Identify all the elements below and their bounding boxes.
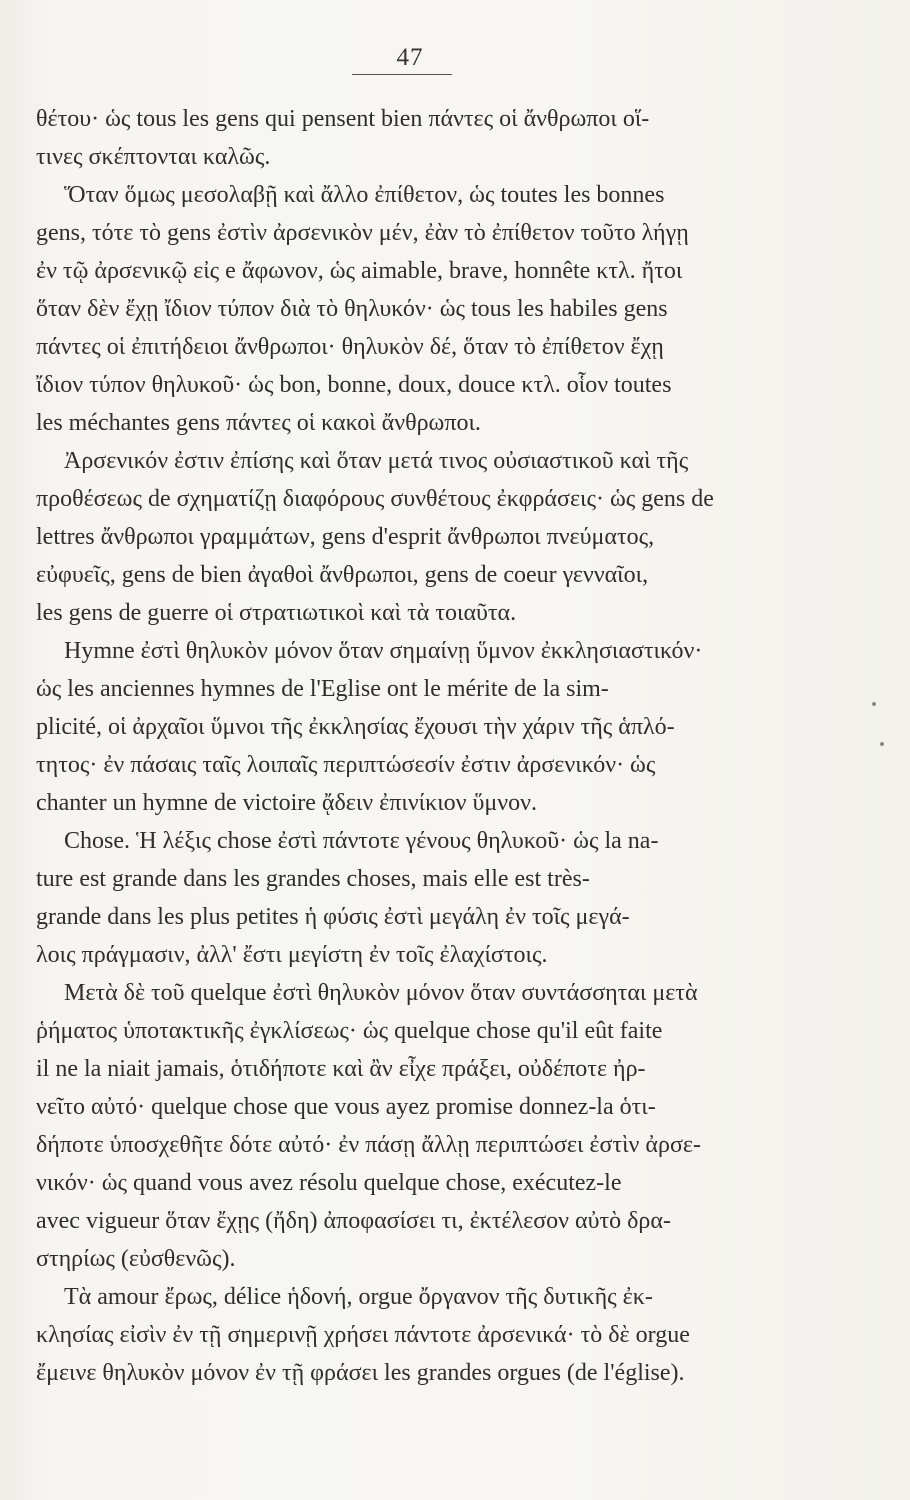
- text-line: gens, τότε τὸ gens ἐστὶν ἀρσενικὸν μέν, ἐὰν τὸ ἐπίθετον τοῦτο λήγῃ: [36, 220, 689, 246]
- text-line: chanter un hymne de victoire ᾄδειν ἐπινίκιον ὕμνον.: [36, 790, 537, 816]
- text-line: Ἀρσενικόν ἐστιν ἐπίσης καὶ ὅταν μετά τινος οὐσιαστικοῦ καὶ τῆς: [64, 448, 689, 474]
- text-line: κλησίας εἰσὶν ἐν τῇ σημερινῇ χρήσει πάντοτε ἀρσενικά· τὸ δὲ orgue: [36, 1322, 690, 1348]
- margin-speck: [872, 702, 876, 706]
- text-line: ture est grande dans les grandes choses, mais elle est très-: [36, 866, 590, 892]
- text-line: λοις πράγμασιν, ἀλλ' ἔστι μεγίστη ἐν τοῖς ἐλαχίστοις.: [36, 942, 548, 968]
- text-line: les méchantes gens πάντες οἱ κακοὶ ἄνθρωποι.: [36, 410, 481, 436]
- text-line: ἴδιον τύπον θηλυκοῦ· ὡς bon, bonne, doux, douce κτλ. οἷον toutes: [36, 372, 672, 398]
- text-line: lettres ἄνθρωποι γραμμάτων, gens d'esprit ἄνθρωποι πνεύματος,: [36, 524, 655, 550]
- text-line: δήποτε ὑποσχεθῆτε δότε αὐτό· ἐν πάσῃ ἄλλῃ περιπτώσει ἐστὶν ἀρσε-: [36, 1132, 701, 1158]
- text-line: ἐν τῷ ἀρσενικῷ εἰς e ἄφωνον, ὡς aimable, brave, honnête κτλ. ἤτοι: [36, 258, 683, 284]
- text-line: il ne la niait jamais, ὁτιδήποτε καὶ ἂν εἶχε πράξει, οὐδέποτε ἠρ-: [36, 1056, 646, 1082]
- text-line: Τὰ amour ἔρως, délice ἡδονή, orgue ὄργανον τῆς δυτικῆς ἐκ-: [64, 1284, 653, 1310]
- text-line: ἔμεινε θηλυκὸν μόνον ἐν τῇ φράσει les grandes orgues (de l'église).: [36, 1360, 685, 1386]
- text-line: grande dans les plus petites ἡ φύσις ἐστὶ μεγάλη ἐν τοῖς μεγά-: [36, 904, 630, 930]
- text-line: Hymne ἐστὶ θηλυκὸν μόνον ὅταν σημαίνῃ ὕμνον ἐκκλησιαστικόν·: [64, 638, 703, 664]
- text-line: τινες σκέπτονται καλῶς.: [36, 144, 271, 170]
- text-line: τητος· ἐν πάσαις ταῖς λοιπαῖς περιπτώσεσίν ἐστιν ἀρσενικόν· ὡς: [36, 752, 656, 778]
- text-line: ὡς les anciennes hymnes de l'Eglise ont le mérite de la sim-: [36, 676, 609, 702]
- text-line: στηρίως (εὐσθενῶς).: [36, 1246, 236, 1272]
- page-number: 47: [396, 44, 424, 71]
- text-line: ὅταν δὲν ἔχῃ ἴδιον τύπον διὰ τὸ θηλυκόν· ὡς tous les habiles gens: [36, 296, 668, 322]
- text-line: Μετὰ δὲ τοῦ quelque ἐστὶ θηλυκὸν μόνον ὅταν συντάσσηται μετὰ: [64, 980, 698, 1006]
- text-line: avec vigueur ὅταν ἔχῃς (ἤδη) ἀποφασίσει τι, ἐκτέλεσον αὐτὸ δρα-: [36, 1208, 671, 1234]
- header-rule: [352, 74, 452, 75]
- text-line: Chose. Ἡ λέξις chose ἐστὶ πάντοτε γένους θηλυκοῦ· ὡς la na-: [64, 828, 659, 854]
- text-line: plicité, οἱ ἀρχαῖοι ὕμνοι τῆς ἐκκλησίας ἔχουσι τὴν χάριν τῆς ἁπλό-: [36, 714, 675, 740]
- margin-speck: [880, 742, 884, 746]
- text-line: θέτου· ὡς tous les gens qui pensent bien πάντες οἱ ἄνθρωποι οἵ-: [36, 106, 650, 132]
- text-line: πάντες οἱ ἐπιτήδειοι ἄνθρωποι· θηλυκὸν δέ, ὅταν τὸ ἐπίθετον ἔχῃ: [36, 334, 664, 360]
- text-line: les gens de guerre οἱ στρατιωτικοὶ καὶ τὰ τοιαῦτα.: [36, 600, 517, 626]
- text-line: ῥήματος ὑποτακτικῆς ἐγκλίσεως· ὡς quelque chose qu'il eût faite: [36, 1018, 663, 1044]
- text-line: Ὅταν ὅμως μεσολαβῇ καὶ ἄλλο ἐπίθετον, ὡς toutes les bonnes: [64, 182, 665, 208]
- text-line: εὐφυεῖς, gens de bien ἀγαθοὶ ἄνθρωποι, gens de coeur γενναῖοι,: [36, 562, 649, 588]
- text-line: προθέσεως de σχηματίζῃ διαφόρους συνθέτους ἐκφράσεις· ὡς gens de: [36, 486, 714, 512]
- body-text: [36, 100, 812, 1392]
- text-line: νεῖτο αὐτό· quelque chose que vous ayez promise donnez-la ὁτι-: [36, 1094, 656, 1120]
- text-line: νικόν· ὡς quand vous avez résolu quelque chose, exécutez-le: [36, 1170, 622, 1196]
